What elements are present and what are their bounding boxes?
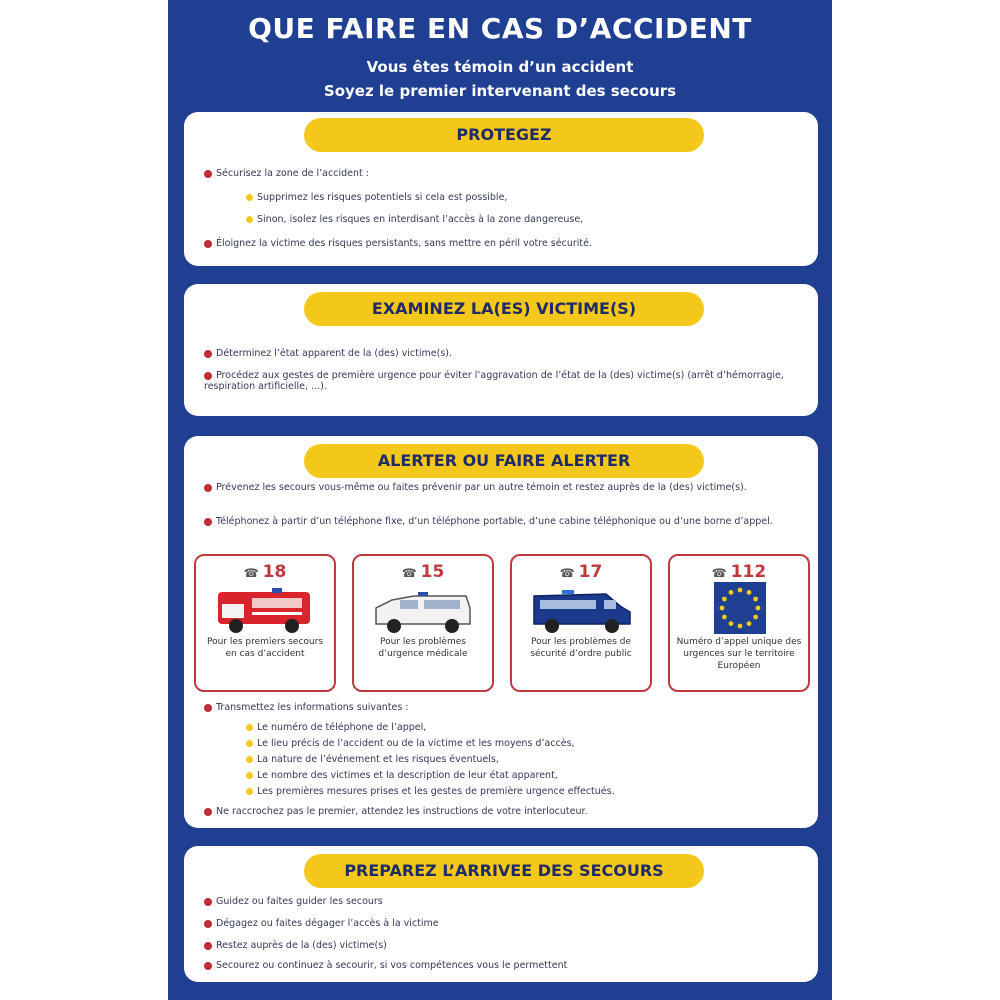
bullet-icon bbox=[204, 920, 212, 928]
fire-truck-icon bbox=[212, 582, 320, 638]
protegez-line: Éloignez la victime des risques persistants, sans mettre en péril votre sécurité. bbox=[204, 238, 592, 249]
card-alerter bbox=[184, 436, 818, 828]
phone-icon: ☎ bbox=[401, 566, 417, 580]
protegez-line: Sécurisez la zone de l’accident : bbox=[204, 168, 369, 179]
service-card-112 bbox=[668, 554, 810, 692]
heading-alerter: ALERTER OU FAIRE ALERTER bbox=[304, 444, 704, 478]
heading-preparez: PREPAREZ L’ARRIVEE DES SECOURS bbox=[304, 854, 704, 888]
bullet-icon bbox=[204, 518, 212, 526]
card-examinez bbox=[184, 284, 818, 416]
card-preparez bbox=[184, 846, 818, 982]
eu-flag-icon bbox=[686, 582, 794, 638]
service-description: Pour les problèmes d’urgence médicale bbox=[378, 637, 468, 659]
alerter-line: Ne raccrochez pas le premier, attendez les instructions de votre interlocuteur. bbox=[204, 806, 588, 817]
protegez-subline: Supprimez les risques potentiels si cela est possible, bbox=[246, 192, 507, 203]
preparez-item: Guidez ou faites guider les secours bbox=[204, 896, 383, 907]
alerter-line: Prévenez les secours vous-même ou faites prévenir par un autre témoin et restez auprès de la (des) victime(s). bbox=[204, 482, 804, 493]
service-number: ☎ 15 bbox=[401, 562, 445, 582]
bullet-icon bbox=[246, 756, 253, 763]
bullet-icon bbox=[246, 788, 253, 795]
service-card-15 bbox=[352, 554, 494, 692]
poster bbox=[168, 0, 832, 1000]
info-item: La nature de l’événement et les risques éventuels, bbox=[246, 754, 499, 765]
info-item: Les premières mesures prises et les gestes de première urgence effectués. bbox=[246, 786, 615, 797]
poster-subtitle-2: Soyez le premier intervenant des secours bbox=[323, 82, 677, 100]
bullet-icon bbox=[204, 484, 212, 492]
police-van-icon bbox=[528, 582, 636, 638]
bullet-icon bbox=[204, 942, 212, 950]
ambulance-icon bbox=[370, 582, 478, 638]
preparez-item: Restez auprès de la (des) victime(s) bbox=[204, 940, 387, 951]
bullet-icon bbox=[204, 372, 212, 380]
service-description: Numéro d’appel unique des urgences sur le territoire Européen bbox=[676, 637, 802, 671]
bullet-icon bbox=[246, 740, 253, 747]
protegez-subline: Sinon, isolez les risques en interdisant l’accès à la zone dangereuse, bbox=[246, 214, 583, 225]
service-description: Pour les premiers secours en cas d’accident bbox=[206, 637, 324, 659]
bullet-icon bbox=[204, 240, 212, 248]
phone-icon: ☎ bbox=[243, 566, 259, 580]
phone-icon: ☎ bbox=[711, 566, 727, 580]
phone-icon: ☎ bbox=[559, 566, 575, 580]
bullet-icon bbox=[204, 170, 212, 178]
alerter-line: Transmettez les informations suivantes : bbox=[204, 702, 409, 713]
service-description: Pour les problèmes de sécurité d’ordre public bbox=[530, 637, 632, 659]
poster-subtitle-1: Vous êtes témoin d’un accident bbox=[366, 58, 634, 76]
bullet-icon bbox=[246, 772, 253, 779]
info-item: Le numéro de téléphone de l’appel, bbox=[246, 722, 426, 733]
bullet-icon bbox=[204, 704, 212, 712]
card-protegez bbox=[184, 112, 818, 266]
preparez-item: Secourez ou continuez à secourir, si vos compétences vous le permettent bbox=[204, 960, 567, 971]
bullet-icon bbox=[246, 194, 253, 201]
service-number: ☎ 112 bbox=[711, 562, 767, 582]
service-number: ☎ 18 bbox=[243, 562, 287, 582]
bullet-icon bbox=[204, 898, 212, 906]
examinez-line: Procédez aux gestes de première urgence pour éviter l’aggravation de l’état de la (des) victime(s) (arrêt d’hémorragie, respiration artificielle, ...). bbox=[204, 370, 784, 392]
service-card-18 bbox=[194, 554, 336, 692]
bullet-icon bbox=[204, 350, 212, 358]
service-number: ☎ 17 bbox=[559, 562, 603, 582]
bullet-icon bbox=[204, 808, 212, 816]
bullet-icon bbox=[246, 724, 253, 731]
service-card-17 bbox=[510, 554, 652, 692]
info-item: Le lieu précis de l’accident ou de la victime et les moyens d’accès, bbox=[246, 738, 575, 749]
bullet-icon bbox=[246, 216, 253, 223]
preparez-item: Dégagez ou faites dégager l’accès à la victime bbox=[204, 918, 439, 929]
poster-title: QUE FAIRE EN CAS D’ACCIDENT bbox=[248, 12, 752, 45]
examinez-line: Déterminez l’état apparent de la (des) victime(s). bbox=[204, 348, 452, 359]
alerter-line: Téléphonez à partir d’un téléphone fixe, d’un téléphone portable, d’une cabine téléphonique ou d’une borne d’appel. bbox=[204, 516, 804, 527]
bullet-icon bbox=[204, 962, 212, 970]
heading-examinez: EXAMINEZ LA(ES) VICTIME(S) bbox=[304, 292, 704, 326]
info-item: Le nombre des victimes et la description de leur état apparent, bbox=[246, 770, 558, 781]
heading-protegez: PROTEGEZ bbox=[304, 118, 704, 152]
